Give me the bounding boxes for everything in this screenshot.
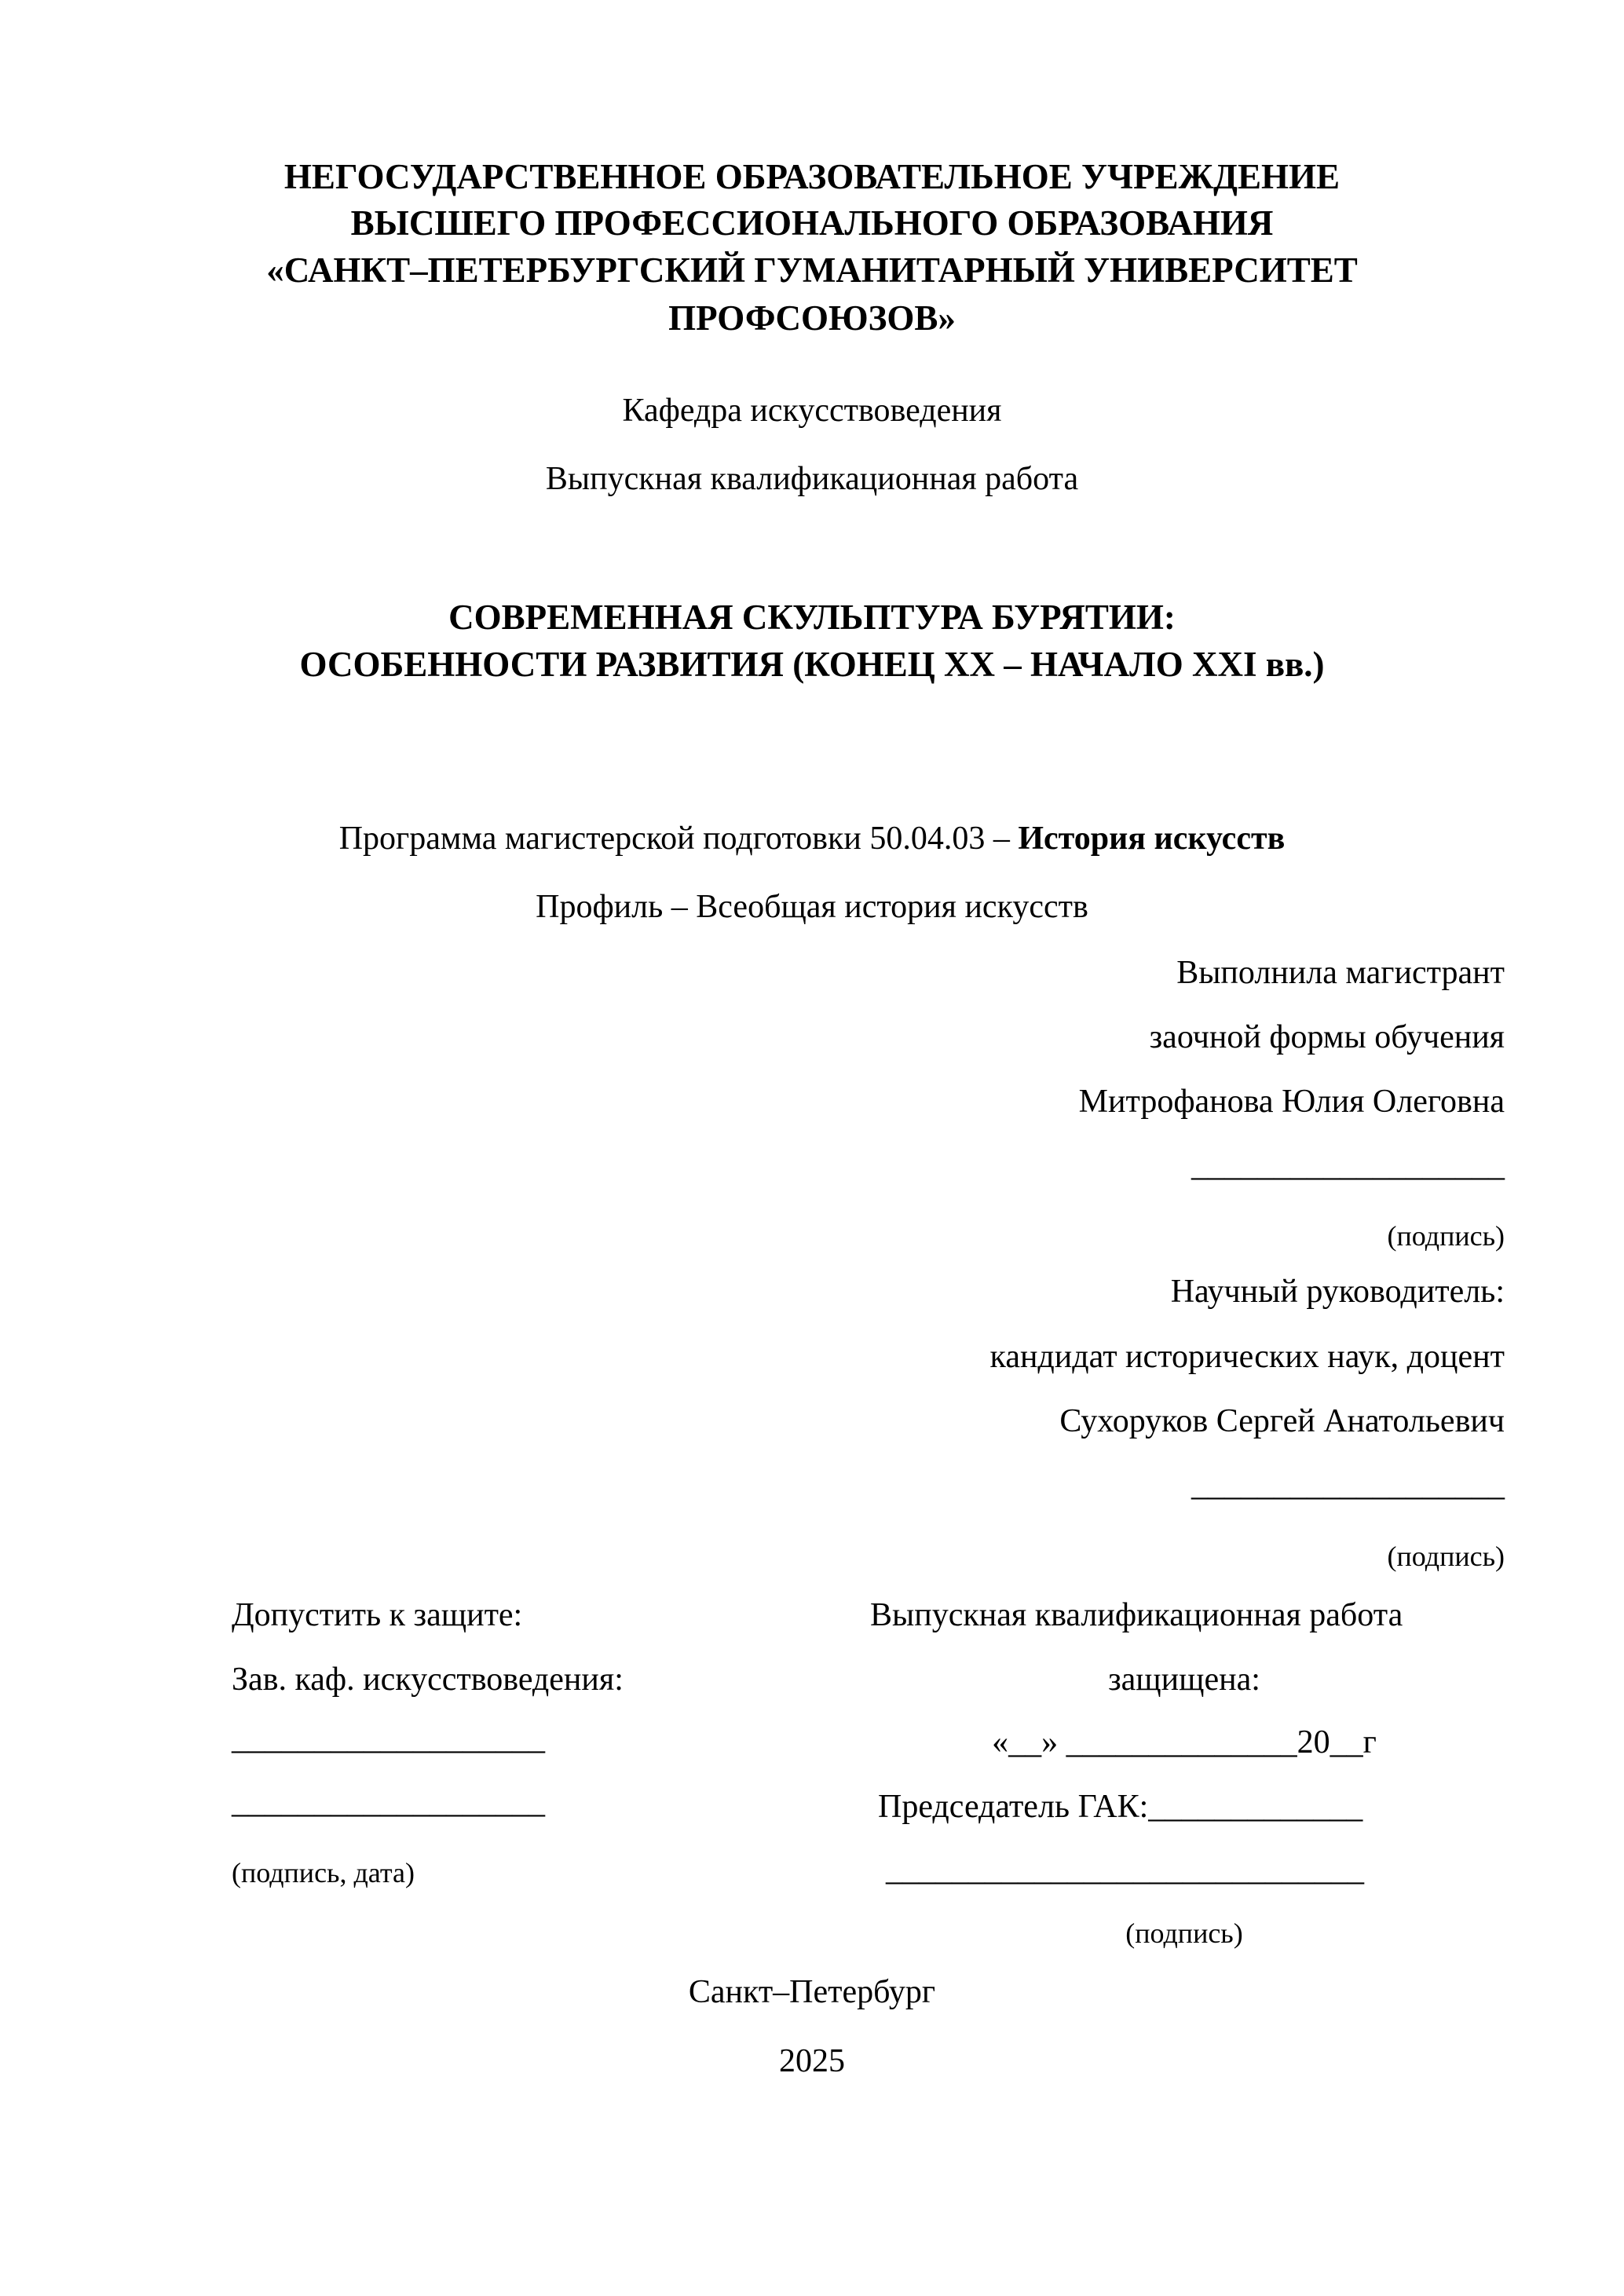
student-role-line-2: заочной формы обучения — [1149, 1019, 1505, 1055]
institution-header-line-3: «САНКТ–ПЕТЕРБУРГСКИЙ ГУМАНИТАРНЫЙ УНИВЕРСИТЕТ — [266, 250, 1358, 290]
student-role-line-1: Выполнила магистрант — [1176, 955, 1505, 991]
program-prefix: Программа магистерской подготовки 50.04.03 – — [338, 821, 1019, 857]
institution-header-line-4: ПРОФСОЮЗОВ» — [668, 298, 956, 338]
institution-header-line-2: ВЫСШЕГО ПРОФЕССИОНАЛЬНОГО ОБРАЗОВАНИЯ — [350, 203, 1274, 243]
defense-signature-caption: (подпись) — [1125, 1918, 1243, 1949]
student-name: Митрофанова Юлия Олеговна — [1078, 1084, 1505, 1120]
department-name: Кафедра искусствоведения — [622, 393, 1002, 429]
admission-signature-line-1: ___________________ — [232, 1720, 545, 1757]
defense-chair-label: Председатель ГАК: — [878, 1789, 1149, 1825]
admission-label: Допустить к защите: — [232, 1597, 523, 1633]
supervisor-role: Научный руководитель: — [1170, 1274, 1505, 1310]
defense-label-line-1: Выпускная квалификационная работа — [870, 1597, 1403, 1633]
thesis-title-line-1: СОВРЕМЕННАЯ СКУЛЬПТУРА БУРЯТИИ: — [448, 598, 1176, 637]
program-line — [0, 819, 1624, 858]
supervisor-signature-line: ___________________ — [1191, 1467, 1505, 1503]
admission-head: Зав. каф. искусствоведения: — [232, 1662, 624, 1698]
footer-city: Санкт–Петербург — [688, 1974, 936, 2010]
defense-chair-line — [878, 1787, 1362, 1826]
supervisor-name: Сухоруков Сергей Анатольевич — [1059, 1403, 1505, 1439]
student-signature-caption: (подпись) — [1387, 1220, 1505, 1252]
thesis-title-line-2: ОСОБЕННОСТИ РАЗВИТИЯ (КОНЕЦ XX – НАЧАЛО XXI вв.) — [299, 645, 1325, 684]
footer-year: 2025 — [779, 2043, 845, 2079]
institution-header-line-1: НЕГОСУДАРСТВЕННОЕ ОБРАЗОВАТЕЛЬНОЕ УЧРЕЖДЕНИЕ — [283, 157, 1341, 196]
defense-label-line-2: защищена: — [1108, 1662, 1260, 1698]
profile-line: Профиль – Всеобщая история искусств — [536, 889, 1088, 925]
admission-signature-line-2: ___________________ — [232, 1784, 545, 1820]
program-name: История искусств — [1018, 821, 1286, 857]
defense-date-line: «__» ______________20__г — [992, 1724, 1377, 1760]
supervisor-signature-caption: (подпись) — [1387, 1541, 1505, 1572]
work-type: Выпускная квалификационная работа — [545, 461, 1079, 497]
defense-chair-blank: _____________ — [1148, 1789, 1363, 1825]
defense-signature-line: _____________________________ — [886, 1852, 1364, 1888]
admission-signature-caption: (подпись, дата) — [232, 1857, 415, 1888]
supervisor-degree: кандидат исторических наук, доцент — [989, 1339, 1505, 1375]
student-signature-line: ___________________ — [1191, 1147, 1505, 1183]
